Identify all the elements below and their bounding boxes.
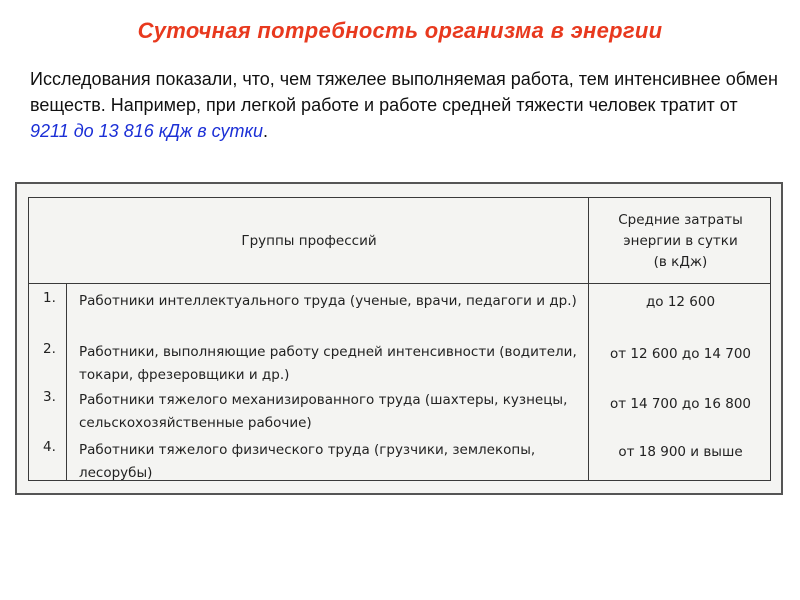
row-group: Работники интеллектуального труда (ученые, врачи, педагоги и др.)	[79, 293, 577, 309]
header-cost-line1: Средние затраты	[618, 211, 743, 228]
slide-title: Суточная потребность организма в энергии	[137, 18, 663, 43]
energy-table	[28, 197, 771, 481]
header-cost-line2: энергии в сутки	[623, 232, 738, 249]
row-energy: от 18 900 и выше	[618, 444, 743, 460]
row-group: Работники, выполняющие работу средней интенсивности (водители, токари, фрезеровщики и др.)	[79, 344, 577, 383]
header-cost	[589, 198, 772, 284]
table-image	[15, 182, 783, 495]
row-number: 2.	[43, 341, 56, 357]
intro-highlight: 9211 до 13 816 кДж в сутки	[30, 121, 263, 141]
row-number: 4.	[43, 439, 56, 455]
intro-text: Исследования показали, что, чем тяжелее выполняемая работа, тем интенсивнее обмен веществ. Например, при легкой работе и работе средней тяжести человек тратит от	[30, 69, 778, 115]
row-group: Работники тяжелого физического труда (грузчики, землекопы, лесорубы)	[79, 442, 536, 481]
row-group: Работники тяжелого механизированного труда (шахтеры, кузнецы, сельскохозяйственные рабочие)	[79, 392, 568, 431]
row-energy: от 12 600 до 14 700	[609, 346, 752, 362]
row-energy: от 14 700 до 16 800	[609, 396, 752, 412]
header-cost-line3: (в кДж)	[653, 253, 708, 270]
row-number: 1.	[43, 290, 56, 306]
row-number: 3.	[43, 389, 56, 405]
row-energy: до 12 600	[645, 294, 716, 310]
header-groups: Группы профессий	[241, 233, 377, 249]
intro-paragraph	[30, 66, 780, 144]
intro-end: .	[262, 121, 268, 141]
